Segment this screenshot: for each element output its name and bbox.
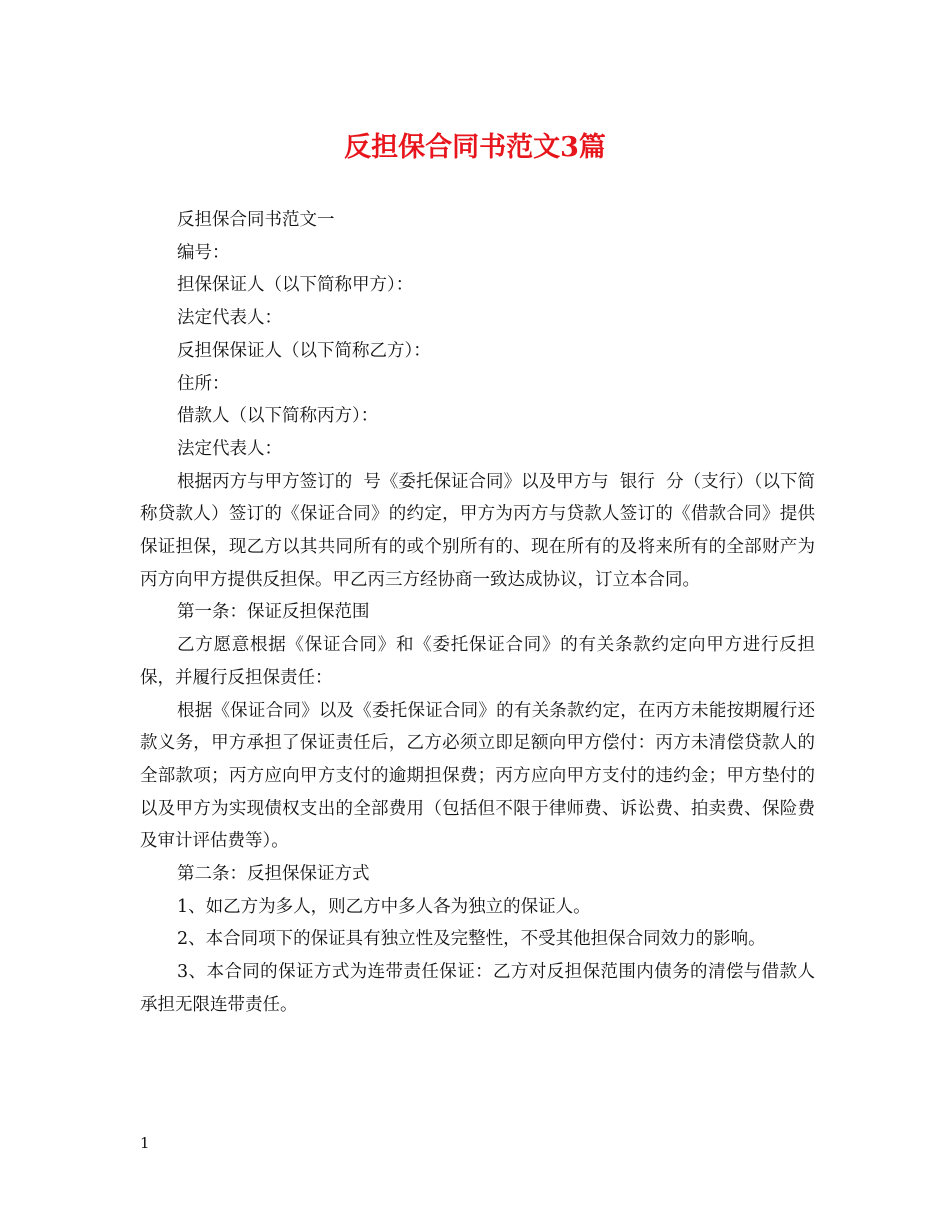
document-title: 反担保合同书范文3篇	[344, 132, 606, 163]
section-heading: 反担保合同书范文一	[177, 210, 335, 230]
field-guarantor: 担保保证人（以下简称甲方）：	[177, 275, 414, 296]
article-2-item-2: 2、本合同项下的保证具有独立性及完整性，不受其他担保合同效力的影响。	[177, 929, 766, 950]
field-legal-rep-a: 法定代表人：	[177, 308, 282, 329]
field-borrower: 借款人（以下简称丙方）：	[177, 406, 379, 427]
field-address: 住所：	[177, 373, 230, 394]
field-counter-guarantor: 反担保保证人（以下简称乙方）：	[177, 340, 431, 361]
article-1-paragraph: 乙方愿意根据《保证合同》和《委托保证合同》的有关条款约定向甲方进行反担保，并履行反担保责任：	[140, 635, 815, 688]
article-2-item-1: 1、如乙方为多人，则乙方中多人各为独立的保证人。	[177, 896, 591, 917]
field-number: 编号：	[177, 242, 230, 263]
field-legal-rep-c: 法定代表人：	[177, 438, 282, 459]
article-1-heading: 第一条：保证反担保范围	[177, 602, 370, 623]
preamble-paragraph: 根据丙方与甲方签订的 号《委托保证合同》以及甲方与 银行 分（支行）（以下简称贷款人）签订的《保证合同》的约定，甲方为丙方与贷款人签订的《借款合同》提供保证担保，现乙方以其共同所有的或个别所有的、现在所有的及将来所有的全部财产为丙方向甲方提供反担保。甲乙丙三方经协商一致达成协议，订立本合同。	[140, 471, 815, 590]
article-2-item-3: 3、本合同的保证方式为连带责任保证：乙方对反担保范围内债务的清偿与借款人承担无限连带责任。	[140, 962, 815, 1015]
page-number: 1	[140, 1134, 150, 1152]
article-2-heading: 第二条：反担保保证方式	[177, 864, 370, 885]
article-1-detail-paragraph: 根据《保证合同》以及《委托保证合同》的有关条款约定，在丙方未能按期履行还款义务，甲方承担了保证责任后，乙方必须立即足额向甲方偿付：丙方未清偿贷款人的全部款项；丙方应向甲方支付的逾期担保费；丙方应向甲方支付的违约金；甲方垫付的以及甲方为实现债权支出的全部费用（包括但不限于律师费、诉讼费、拍卖费、保险费及审计评估费等）。	[140, 700, 815, 852]
document-body	[140, 204, 815, 1022]
